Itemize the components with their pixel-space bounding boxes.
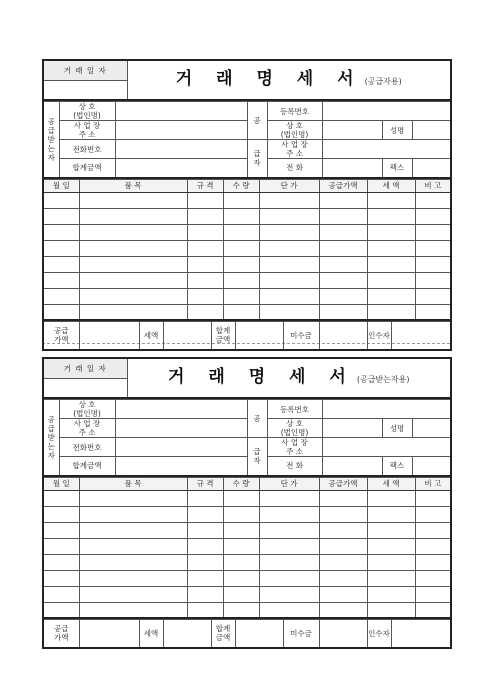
item-qty-cell[interactable] <box>223 570 259 586</box>
item-note-cell[interactable] <box>415 256 451 272</box>
item-tax-cell[interactable] <box>367 288 415 304</box>
document-subtitle: (공급자용) <box>364 76 402 86</box>
total-sum-field[interactable] <box>235 322 283 350</box>
supplier-side-label-top: 공 <box>247 102 267 140</box>
item-tax-cell[interactable] <box>367 224 415 240</box>
party-table <box>42 399 452 477</box>
total-supply-label: 공급 가액 <box>43 322 79 350</box>
item-qty-cell[interactable] <box>223 554 259 570</box>
item-tax-cell[interactable] <box>367 192 415 208</box>
item-note-cell[interactable] <box>415 602 451 618</box>
item-note-cell[interactable] <box>415 506 451 522</box>
item-tax-cell[interactable] <box>367 586 415 602</box>
item-row <box>43 538 451 554</box>
item-date-cell[interactable] <box>43 304 79 320</box>
items-header-row <box>43 179 451 192</box>
item-spec-cell[interactable] <box>187 554 223 570</box>
item-qty-cell[interactable] <box>223 602 259 618</box>
item-date-cell[interactable] <box>43 256 79 272</box>
item-name-cell[interactable] <box>79 506 187 522</box>
supplier-fax-field[interactable] <box>412 159 451 178</box>
item-tax-cell[interactable] <box>367 304 415 320</box>
total-sum-field[interactable] <box>235 620 283 648</box>
item-qty-cell[interactable] <box>223 208 259 224</box>
item-name-cell[interactable] <box>79 522 187 538</box>
item-tax-cell[interactable] <box>367 240 415 256</box>
col-date: 월 일 <box>43 477 79 490</box>
item-qty-cell[interactable] <box>223 192 259 208</box>
item-date-cell[interactable] <box>43 208 79 224</box>
supplier-name-field[interactable] <box>322 419 382 438</box>
supplier-address-label: 사 업 장 주 소 <box>267 438 322 457</box>
item-row <box>43 208 451 224</box>
item-tax-cell[interactable] <box>367 554 415 570</box>
buyer-name-field[interactable] <box>115 102 247 121</box>
buyer-name-label: 상 호 (법인명) <box>59 400 115 419</box>
item-note-cell[interactable] <box>415 208 451 224</box>
item-note-cell[interactable] <box>415 490 451 506</box>
buyer-total-label: 합계금액 <box>59 457 115 476</box>
item-supply-cell[interactable] <box>319 224 367 240</box>
col-date: 월 일 <box>43 179 79 192</box>
item-rows <box>43 490 451 618</box>
receiver-label: 인수자 <box>367 322 391 350</box>
col-unit-price: 단 가 <box>259 179 319 192</box>
item-date-cell[interactable] <box>43 272 79 288</box>
item-date-cell[interactable] <box>43 288 79 304</box>
item-price-cell[interactable] <box>259 490 319 506</box>
item-qty-cell[interactable] <box>223 522 259 538</box>
item-supply-cell[interactable] <box>319 506 367 522</box>
supplier-phone-field[interactable] <box>322 457 382 476</box>
item-price-cell[interactable] <box>259 208 319 224</box>
buyer-phone-field[interactable] <box>115 438 247 457</box>
items-table <box>42 477 452 620</box>
trade-date-field[interactable] <box>43 80 127 100</box>
col-item: 품 목 <box>79 477 187 490</box>
item-row <box>43 192 451 208</box>
item-row <box>43 240 451 256</box>
item-row <box>43 602 451 618</box>
col-spec: 규 격 <box>187 477 223 490</box>
item-spec-cell[interactable] <box>187 256 223 272</box>
item-row <box>43 522 451 538</box>
item-spec-cell[interactable] <box>187 570 223 586</box>
document-title: 거 래 명 세 서 <box>175 68 363 89</box>
item-row <box>43 570 451 586</box>
buyer-side-label: 공 급 받 는 자 <box>43 400 59 476</box>
item-spec-cell[interactable] <box>187 272 223 288</box>
supplier-fax-field[interactable] <box>412 457 451 476</box>
invoice-form-buyer-copy <box>42 357 450 649</box>
title-cell <box>127 60 451 100</box>
buyer-total-label: 합계금액 <box>59 159 115 178</box>
item-qty-cell[interactable] <box>223 506 259 522</box>
item-row <box>43 288 451 304</box>
item-price-cell[interactable] <box>259 304 319 320</box>
item-price-cell[interactable] <box>259 586 319 602</box>
item-spec-cell[interactable] <box>187 304 223 320</box>
item-name-cell[interactable] <box>79 192 187 208</box>
total-supply-label: 공급 가액 <box>43 620 79 648</box>
supplier-fax-label: 팩스 <box>382 159 412 178</box>
item-name-cell[interactable] <box>79 240 187 256</box>
item-supply-cell[interactable] <box>319 240 367 256</box>
item-row <box>43 224 451 240</box>
col-note: 비 고 <box>415 179 451 192</box>
item-row <box>43 586 451 602</box>
item-name-cell[interactable] <box>79 602 187 618</box>
buyer-name-label: 상 호 (법인명) <box>59 102 115 121</box>
item-price-cell[interactable] <box>259 538 319 554</box>
totals-table <box>42 321 452 351</box>
total-tax-label: 세액 <box>139 620 163 648</box>
col-qty: 수 량 <box>223 477 259 490</box>
col-tax: 세 액 <box>367 477 415 490</box>
supplier-side-label-bottom: 급 자 <box>247 438 267 476</box>
item-spec-cell[interactable] <box>187 288 223 304</box>
col-qty: 수 량 <box>223 179 259 192</box>
supplier-address-field[interactable] <box>322 438 451 457</box>
item-supply-cell[interactable] <box>319 554 367 570</box>
totals-table <box>42 619 452 649</box>
item-name-cell[interactable] <box>79 224 187 240</box>
item-supply-cell[interactable] <box>319 522 367 538</box>
item-price-cell[interactable] <box>259 602 319 618</box>
invoice-form-supplier-copy <box>42 59 450 351</box>
buyer-phone-label: 전화번호 <box>59 140 115 159</box>
buyer-address-label: 사 업 장 주 소 <box>59 419 115 438</box>
item-spec-cell[interactable] <box>187 602 223 618</box>
supplier-name-label: 상 호 (법인명) <box>267 121 322 140</box>
item-name-cell[interactable] <box>79 272 187 288</box>
total-tax-field[interactable] <box>163 620 211 648</box>
supplier-reg-no-label: 등록번호 <box>267 102 322 121</box>
col-item: 품 목 <box>79 179 187 192</box>
title-cell <box>127 358 451 398</box>
supplier-side-label-bottom: 급 자 <box>247 140 267 178</box>
item-name-cell[interactable] <box>79 256 187 272</box>
buyer-side-label: 공 급 받 는 자 <box>43 102 59 178</box>
item-name-cell[interactable] <box>79 288 187 304</box>
item-row <box>43 506 451 522</box>
supplier-name-label: 상 호 (법인명) <box>267 419 322 438</box>
item-price-cell[interactable] <box>259 554 319 570</box>
item-note-cell[interactable] <box>415 554 451 570</box>
supplier-address-label: 사 업 장 주 소 <box>267 140 322 159</box>
item-tax-cell[interactable] <box>367 570 415 586</box>
header-table <box>42 59 452 101</box>
item-date-cell[interactable] <box>43 586 79 602</box>
item-supply-cell[interactable] <box>319 304 367 320</box>
supplier-reg-no-field[interactable] <box>322 102 451 121</box>
item-date-cell[interactable] <box>43 602 79 618</box>
item-price-cell[interactable] <box>259 192 319 208</box>
item-supply-cell[interactable] <box>319 570 367 586</box>
item-row <box>43 554 451 570</box>
item-spec-cell[interactable] <box>187 240 223 256</box>
item-qty-cell[interactable] <box>223 304 259 320</box>
item-price-cell[interactable] <box>259 570 319 586</box>
item-qty-cell[interactable] <box>223 272 259 288</box>
item-date-cell[interactable] <box>43 554 79 570</box>
total-tax-field[interactable] <box>163 322 211 350</box>
item-spec-cell[interactable] <box>187 538 223 554</box>
supplier-phone-field[interactable] <box>322 159 382 178</box>
item-qty-cell[interactable] <box>223 586 259 602</box>
item-date-cell[interactable] <box>43 224 79 240</box>
item-date-cell[interactable] <box>43 538 79 554</box>
buyer-phone-field[interactable] <box>115 140 247 159</box>
item-note-cell[interactable] <box>415 522 451 538</box>
unpaid-label: 미수금 <box>283 620 319 648</box>
item-supply-cell[interactable] <box>319 288 367 304</box>
item-supply-cell[interactable] <box>319 602 367 618</box>
item-date-cell[interactable] <box>43 506 79 522</box>
item-spec-cell[interactable] <box>187 208 223 224</box>
party-table <box>42 101 452 179</box>
buyer-total-field[interactable] <box>115 457 247 476</box>
unpaid-label: 미수금 <box>283 322 319 350</box>
supplier-name-field[interactable] <box>322 121 382 140</box>
items-header-row <box>43 477 451 490</box>
item-tax-cell[interactable] <box>367 522 415 538</box>
item-date-cell[interactable] <box>43 192 79 208</box>
item-qty-cell[interactable] <box>223 538 259 554</box>
supplier-phone-label: 전 화 <box>267 457 322 476</box>
buyer-address-field[interactable] <box>115 419 247 438</box>
item-tax-cell[interactable] <box>367 506 415 522</box>
header-table <box>42 357 452 399</box>
supplier-phone-label: 전 화 <box>267 159 322 178</box>
item-tax-cell[interactable] <box>367 208 415 224</box>
item-spec-cell[interactable] <box>187 586 223 602</box>
trade-date-label: 거 래 일 자 <box>43 358 127 378</box>
item-row <box>43 256 451 272</box>
item-qty-cell[interactable] <box>223 490 259 506</box>
total-sum-label: 합계 금액 <box>211 620 235 648</box>
buyer-address-label: 사 업 장 주 소 <box>59 121 115 140</box>
total-tax-label: 세액 <box>139 322 163 350</box>
item-note-cell[interactable] <box>415 586 451 602</box>
supplier-reg-no-label: 등록번호 <box>267 400 322 419</box>
item-note-cell[interactable] <box>415 304 451 320</box>
unpaid-field[interactable] <box>319 620 367 648</box>
item-spec-cell[interactable] <box>187 490 223 506</box>
item-note-cell[interactable] <box>415 288 451 304</box>
col-supply-amount: 공급가액 <box>319 477 367 490</box>
col-supply-amount: 공급가액 <box>319 179 367 192</box>
unpaid-field[interactable] <box>319 322 367 350</box>
item-supply-cell[interactable] <box>319 490 367 506</box>
receiver-label: 인수자 <box>367 620 391 648</box>
buyer-total-field[interactable] <box>115 159 247 178</box>
item-row <box>43 490 451 506</box>
item-date-cell[interactable] <box>43 570 79 586</box>
item-supply-cell[interactable] <box>319 586 367 602</box>
item-qty-cell[interactable] <box>223 224 259 240</box>
item-price-cell[interactable] <box>259 506 319 522</box>
item-date-cell[interactable] <box>43 490 79 506</box>
item-supply-cell[interactable] <box>319 272 367 288</box>
col-unit-price: 단 가 <box>259 477 319 490</box>
item-price-cell[interactable] <box>259 240 319 256</box>
total-supply-field[interactable] <box>79 620 139 648</box>
item-tax-cell[interactable] <box>367 602 415 618</box>
buyer-address-field[interactable] <box>115 121 247 140</box>
item-tax-cell[interactable] <box>367 490 415 506</box>
item-note-cell[interactable] <box>415 192 451 208</box>
item-date-cell[interactable] <box>43 522 79 538</box>
item-spec-cell[interactable] <box>187 192 223 208</box>
item-spec-cell[interactable] <box>187 224 223 240</box>
total-supply-field[interactable] <box>79 322 139 350</box>
buyer-phone-label: 전화번호 <box>59 438 115 457</box>
item-tax-cell[interactable] <box>367 272 415 288</box>
item-qty-cell[interactable] <box>223 240 259 256</box>
item-name-cell[interactable] <box>79 586 187 602</box>
item-note-cell[interactable] <box>415 570 451 586</box>
supplier-rep-label: 성명 <box>382 121 412 140</box>
trade-date-field[interactable] <box>43 378 127 398</box>
buyer-name-field[interactable] <box>115 400 247 419</box>
items-table <box>42 179 452 322</box>
item-tax-cell[interactable] <box>367 538 415 554</box>
supplier-address-field[interactable] <box>322 140 451 159</box>
item-qty-cell[interactable] <box>223 288 259 304</box>
supplier-fax-label: 팩스 <box>382 457 412 476</box>
item-spec-cell[interactable] <box>187 506 223 522</box>
supplier-rep-label: 성명 <box>382 419 412 438</box>
supplier-rep-field[interactable] <box>412 419 451 438</box>
item-note-cell[interactable] <box>415 224 451 240</box>
col-tax: 세 액 <box>367 179 415 192</box>
supplier-rep-field[interactable] <box>412 121 451 140</box>
document-subtitle: (공급받는자용) <box>356 374 410 384</box>
item-price-cell[interactable] <box>259 256 319 272</box>
item-supply-cell[interactable] <box>319 256 367 272</box>
document-title: 거 래 명 세 서 <box>168 366 355 387</box>
item-name-cell[interactable] <box>79 538 187 554</box>
item-name-cell[interactable] <box>79 490 187 506</box>
supplier-reg-no-field[interactable] <box>322 400 451 419</box>
item-name-cell[interactable] <box>79 570 187 586</box>
item-note-cell[interactable] <box>415 272 451 288</box>
receiver-field[interactable] <box>391 620 451 648</box>
item-row <box>43 272 451 288</box>
item-name-cell[interactable] <box>79 208 187 224</box>
item-tax-cell[interactable] <box>367 256 415 272</box>
col-spec: 규 격 <box>187 179 223 192</box>
trade-date-label: 거 래 일 자 <box>43 60 127 80</box>
item-name-cell[interactable] <box>79 554 187 570</box>
item-supply-cell[interactable] <box>319 192 367 208</box>
item-note-cell[interactable] <box>415 240 451 256</box>
item-rows <box>43 192 451 320</box>
item-name-cell[interactable] <box>79 304 187 320</box>
item-spec-cell[interactable] <box>187 522 223 538</box>
receiver-field[interactable] <box>391 322 451 350</box>
item-note-cell[interactable] <box>415 538 451 554</box>
item-price-cell[interactable] <box>259 288 319 304</box>
item-qty-cell[interactable] <box>223 256 259 272</box>
col-note: 비 고 <box>415 477 451 490</box>
item-price-cell[interactable] <box>259 224 319 240</box>
item-supply-cell[interactable] <box>319 208 367 224</box>
item-price-cell[interactable] <box>259 522 319 538</box>
item-supply-cell[interactable] <box>319 538 367 554</box>
item-date-cell[interactable] <box>43 240 79 256</box>
item-row <box>43 304 451 320</box>
item-price-cell[interactable] <box>259 272 319 288</box>
total-sum-label: 합계 금액 <box>211 322 235 350</box>
supplier-side-label-top: 공 <box>247 400 267 438</box>
